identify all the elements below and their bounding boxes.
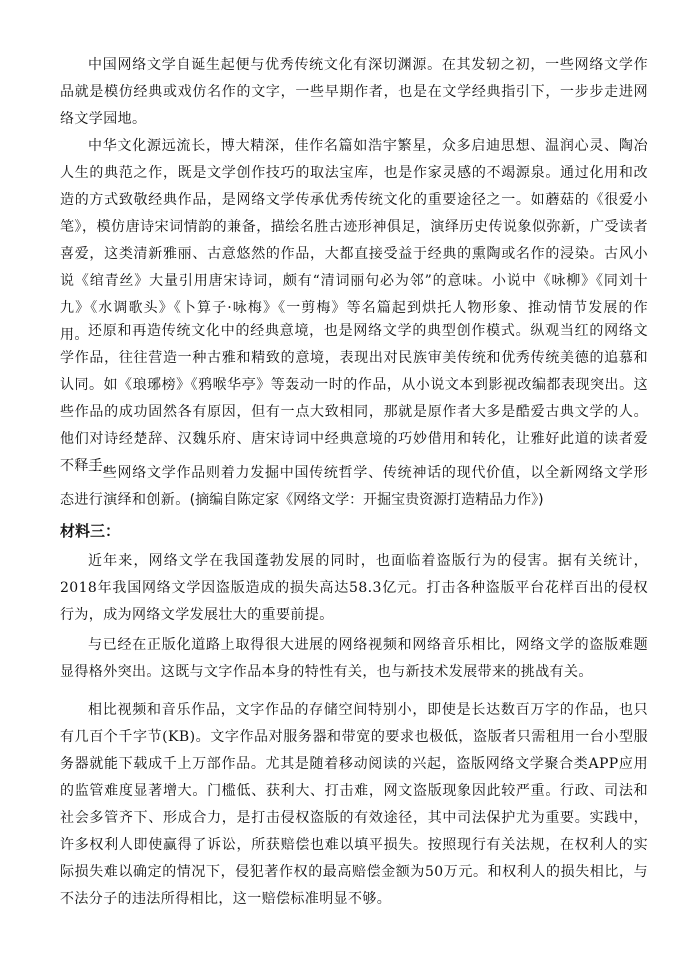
paragraph-modern-value-text: 一些网络文学作品则着力发掘中国传统哲学、传统神话的现代价值，以全新网络文学形态进行演绎和创新。 [60,465,648,508]
paragraph-origins: 中国网络文学自诞生起便与优秀传统文化有深切渊源。在其发轫之初，一些网络文学作品就是模仿经典或戏仿名作的文字，一些早期作者，也是在文学经典指引下，一步步走进网络文学园地。 [60,57,648,127]
paragraph-modern-value [60,460,648,514]
paragraph-piracy-comparison: 与已经在正版化道路上取得很大进展的网络视频和网络音乐相比，网络文学的盗版难题显得格外突出。这既与文字作品本身的特性有关，也与新技术发展带来的挑战有关。 [60,637,648,680]
paragraph-piracy-losses: 近年来，网络文学在我国蓬勃发展的同时，也面临着盗版行为的侵害。据有关统计，2018年我国网络文学因盗版造成的损失高达58.3亿元。打击各种盗版平台花样百出的侵权行为，成为网络文学发展壮大的重要前提。 [60,553,648,623]
section-heading-material-three: 材料三： [60,522,121,540]
paragraph-classic-imagery [60,318,648,480]
source-citation: (摘编自陈定家《网络文学：开掘宝贵资源打造精品力作》) [189,492,544,508]
paragraph-classic-imagery-text: 还原和再造传统文化中的经典意境，也是网络文学的典型创作模式。纵观当红的网络文学作品，往往营造一种古雅和精致的意境，表现出对民族审美传统和优秀传统美德的追慕和认同。如《琅琊榜》《鸦喉华亭》等轰动一时的作品，从小说文本到影视改编都表现突出。这些作品的成功固然各有原因，但有一点大致相同，那就是原作者大多是酷爱古典文学的人。他们对诗经楚辞、汉魏乐府、唐宋诗词中经典意境的巧妙借用和转化，让雅好此道的读者爱不释手。 [60,323,648,474]
paragraph-classics-homage: 中华文化源远流长，博大精深，佳作名篇如浩宇繁星，众多启迪思想、温润心灵、陶冶人生的典范之作，既是文学创作技巧的取法宝库，也是作家灵感的不竭源泉。通过化用和改造的方式致敬经典作品，是网络文学传承优秀传统文化的重要途径之一。如蘑菇的《很爱小笔》，模仿唐诗宋词情韵的兼备，描绘名胜古迹形神俱足，演绎历史传说象似弥新，广受读者喜爱，这类清新雅丽、古意悠然的作品，大都直接受益于经典的熏陶或名作的浸染。古风小说《绾青丝》大量引用唐宋诗词，颇有“清词丽句必为邻”的意味。小说中《咏柳》《同刘十九》《水调歌头》《卜算子·咏梅》《一剪梅》等名篇起到烘托人物形象、推动情节发展的作用。 [60,138,648,343]
paragraph-piracy-causes: 相比视频和音乐作品，文字作品的存储空间特别小，即使是长达数百万字的作品，也只有几百个千字节(KB)。文字作品对服务器和带宽的要求也极低，盗版者只需租用一台小型服务器就能下载成千上万部作品。尤其是随着移动阅读的兴起，盗版网络文学聚合类APP应用的监管难度显著增大。门槛低、获利大、打击难，网文盗版现象因此较严重。行政、司法和社会多管齐下、形成合力，是打击侵权盗版的有效途径，其中司法保护尤为重要。实践中，许多权利人即使赢得了诉讼，所获赔偿也难以填平损失。按照现行有关法规，在权利人的实际损失难以确定的情况下，侵犯著作权的最高赔偿金额为50万元。和权利人的损失相比，与不法分子的违法所得相比，这一赔偿标准明显不够。 [60,702,648,907]
